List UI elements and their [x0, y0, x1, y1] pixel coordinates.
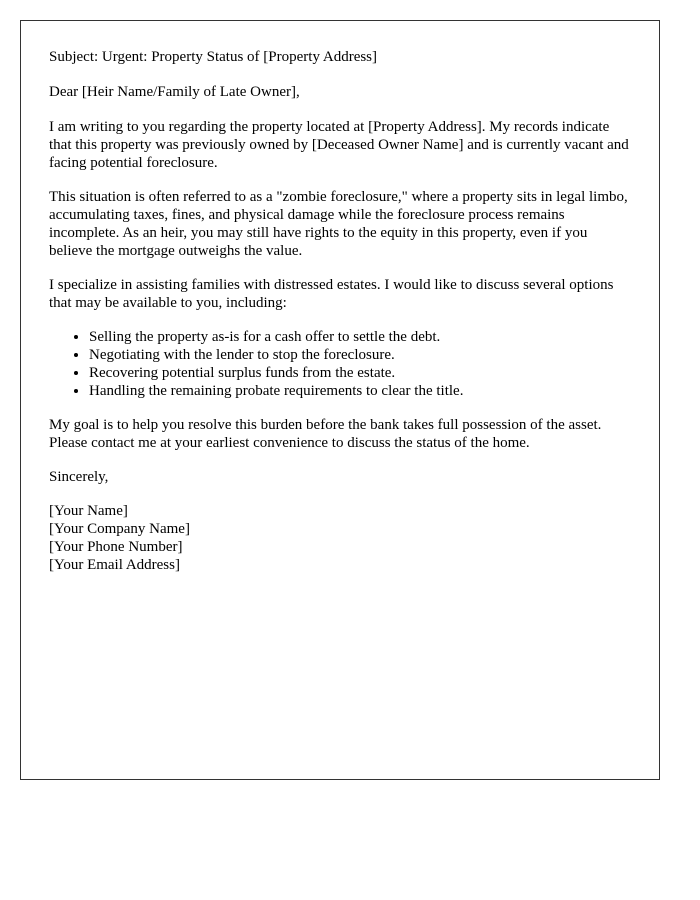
letter-paragraph-intro: I am writing to you regarding the property located at [Property Address]. My records indicate that this property was previously owned by [Deceased Owner Name] and is currently vacant and facing potential foreclosure. — [49, 119, 629, 171]
letter-subject: Subject: Urgent: Property Status of [Property Address] — [49, 49, 378, 65]
letter-closing: Sincerely, — [49, 469, 109, 485]
options-list — [49, 328, 631, 400]
list-item: • Negotiating with the lender to stop the foreclosure. — [89, 346, 631, 364]
signature-block — [49, 502, 631, 574]
signature-name: [Your Name] — [49, 503, 128, 519]
letter-paragraph-situation: This situation is often referred to as a "zombie foreclosure," where a property sits in legal limbo, accumulating taxes, fines, and physical damage while the foreclosure process remains incomplete. As an heir, you may still have rights to the equity in this property, even if you believe the mortgage outweighs the value. — [49, 189, 628, 259]
letter-paragraph-options-intro: I specialize in assisting families with distressed estates. I would like to discuss several options that may be available to you, including: — [49, 277, 614, 311]
letter-salutation: Dear [Heir Name/Family of Late Owner], — [49, 84, 300, 100]
letter-document — [20, 20, 660, 780]
letter-paragraph-goal: My goal is to help you resolve this burden before the bank takes full possession of the asset. Please contact me at your earliest convenience to discuss the status of the home. — [49, 417, 602, 451]
list-item: • Selling the property as-is for a cash offer to settle the debt. — [89, 328, 631, 346]
signature-email: [Your Email Address] — [49, 557, 180, 573]
list-item: • Handling the remaining probate requirements to clear the title. — [89, 382, 631, 400]
list-item: • Recovering potential surplus funds from the estate. — [89, 364, 631, 382]
signature-phone: [Your Phone Number] — [49, 539, 183, 555]
signature-company: [Your Company Name] — [49, 521, 190, 537]
